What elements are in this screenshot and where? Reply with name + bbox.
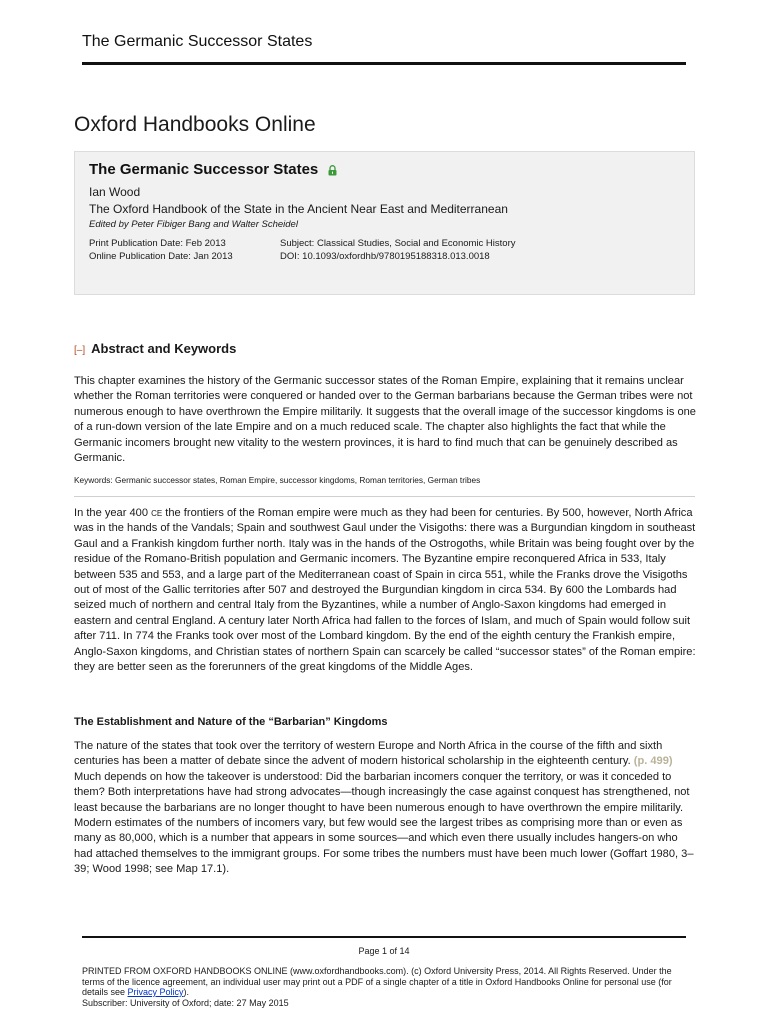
p2-start: The nature of the states that took over the territory of western Europe and North Africa in the course of the fifth and sixth centuries has been a matter of debate since the advent of modern historical scholarship in the eighteenth century. <box>74 740 663 768</box>
keywords-line: Keywords: Germanic successor states, Roman Empire, successor kingdoms, Roman territories, German tribes <box>74 475 481 485</box>
privacy-policy-link[interactable]: Privacy Policy <box>127 987 184 997</box>
online-publication-date: Online Publication Date: Jan 2013 <box>89 250 233 262</box>
editors-line: Edited by Peter Fibiger Bang and Walter Scheidel <box>89 219 298 230</box>
abstract-heading: Abstract and Keywords <box>91 341 237 356</box>
page-reference: (p. 499) <box>633 755 673 768</box>
author-name[interactable]: Ian Wood <box>89 185 141 199</box>
abstract-text: This chapter examines the history of the Germanic successor states of the Roman Empire, explaining that it remains unclear whether the Roman territories were conquered or handed over to the German barbarians because the German tribes were not numerous enough to have overthrown the Empire militarily. It suggests that the overall image of the successor kingdoms is one of a run-down version of the late Empire and on a much reduced scale. The chapter also highlights the fact that while the Germanic incomers brought new vitality to the western provinces, it is hard to find much that can be genuinely described as Germanic. <box>74 375 696 465</box>
subscriber-line: Subscriber: University of Oxford; date: 27 May 2015 <box>82 997 289 1008</box>
body-paragraph-2 <box>74 739 699 878</box>
chapter-title-row <box>89 161 337 180</box>
chapter-info-box <box>74 151 695 295</box>
p2-rest: Much depends on how the takeover is understood: Did the barbarian incomers conquer the territory, or was it conceded to them? Both interpretations have had strong advocates—though increasingly the case against conquest has strengthened, not least because the barbarians are no longer thought to have been numerous enough to have overthrown the empire militarily. Modern estimates of the numbers of incomers vary, but few would see the largest tribes as comprising more than or even as many as 80,000, which is a number that appears in some sources—and which even there usually includes hangers-on who had attached themselves to the immigrant groups. For some tribes the numbers must have been much lower (Goffart 1980, 3–39; Wood 1998; see Map 17.1). <box>74 770 694 876</box>
lock-icon <box>328 163 337 180</box>
header-rule <box>82 62 686 65</box>
subject-line: Subject: Classical Studies, Social and Economic History <box>280 238 516 249</box>
footer-rule <box>82 936 686 938</box>
site-title: Oxford Handbooks Online <box>74 113 316 136</box>
collapse-toggle[interactable]: [–] <box>74 345 86 356</box>
publication-dates <box>89 238 249 263</box>
print-publication-date: Print Publication Date: Feb 2013 <box>89 238 226 249</box>
p1-start: In the year 400 <box>74 507 152 519</box>
chapter-title[interactable]: The Germanic Successor States <box>89 161 319 178</box>
running-head: The Germanic Successor States <box>82 33 313 50</box>
subject-doi <box>280 238 690 263</box>
abstract-heading-row <box>74 341 236 356</box>
era-abbrev: CE <box>151 509 163 518</box>
book-title[interactable]: The Oxford Handbook of the State in the Ancient Near East and Mediterranean <box>89 202 508 216</box>
body-paragraph-1 <box>74 506 699 675</box>
section-divider <box>74 496 695 497</box>
p1-rest: the frontiers of the Roman empire were much as they had been for centuries. By 500, however, North Africa was in the hands of the Vandals; Spain and southwest Gaul under the Visigoths: there was a Burgundian kingdom in southeast Gaul and a Frankish kingdom further north. Italy was in the hands of the Ostrogoths, while Britain was being fought over by the residue of the Romano-British population and Germanic incomers. The Byzantine empire reconquered Africa in 533, Italy between 535 and 553, and a large part of the Mediterranean coast of Spain in circa 551, while the Franks drove the Visigoths out of most of the Gallic territories after 507 and destroyed the Burgundian kingdom in circa 534. By 600 the Lombards had seized much of northern and central Italy from the Byzantines, while a number of Anglo-Saxon kingdoms had emerged in eastern and central England. A century later North Africa had fallen to the forces of Islam, and much of Spain would follow suit after 711. In 774 the Franks took over most of the Lombard kingdom. By the end of the eighth century the Frankish empire, Anglo-Saxon kingdoms, and Christian states of northern Spain can scarcely be called “successor states” of the Roman empire: they are better seen as the forerunners of the great kingdoms of the Middle Ages. <box>74 507 696 674</box>
footer-copyright-end: ). <box>183 987 190 997</box>
footer-copyright: PRINTED FROM OXFORD HANDBOOKS ONLINE (www.oxfordhandbooks.com). (c) Oxford University Press, 2014. All Rights Reserved. Under the terms of the licence agreement, an individual user may print out a PDF of a single chapter of a title in Oxford Handbooks Online for personal use (for details see <box>82 966 672 997</box>
footer-notice <box>82 966 692 1008</box>
page-number: Page 1 of 14 <box>358 946 410 956</box>
doi-line[interactable]: DOI: 10.1093/oxfordhb/9780195188318.013.0018 <box>280 250 490 262</box>
section-heading: The Establishment and Nature of the “Barbarian” Kingdoms <box>74 716 388 728</box>
